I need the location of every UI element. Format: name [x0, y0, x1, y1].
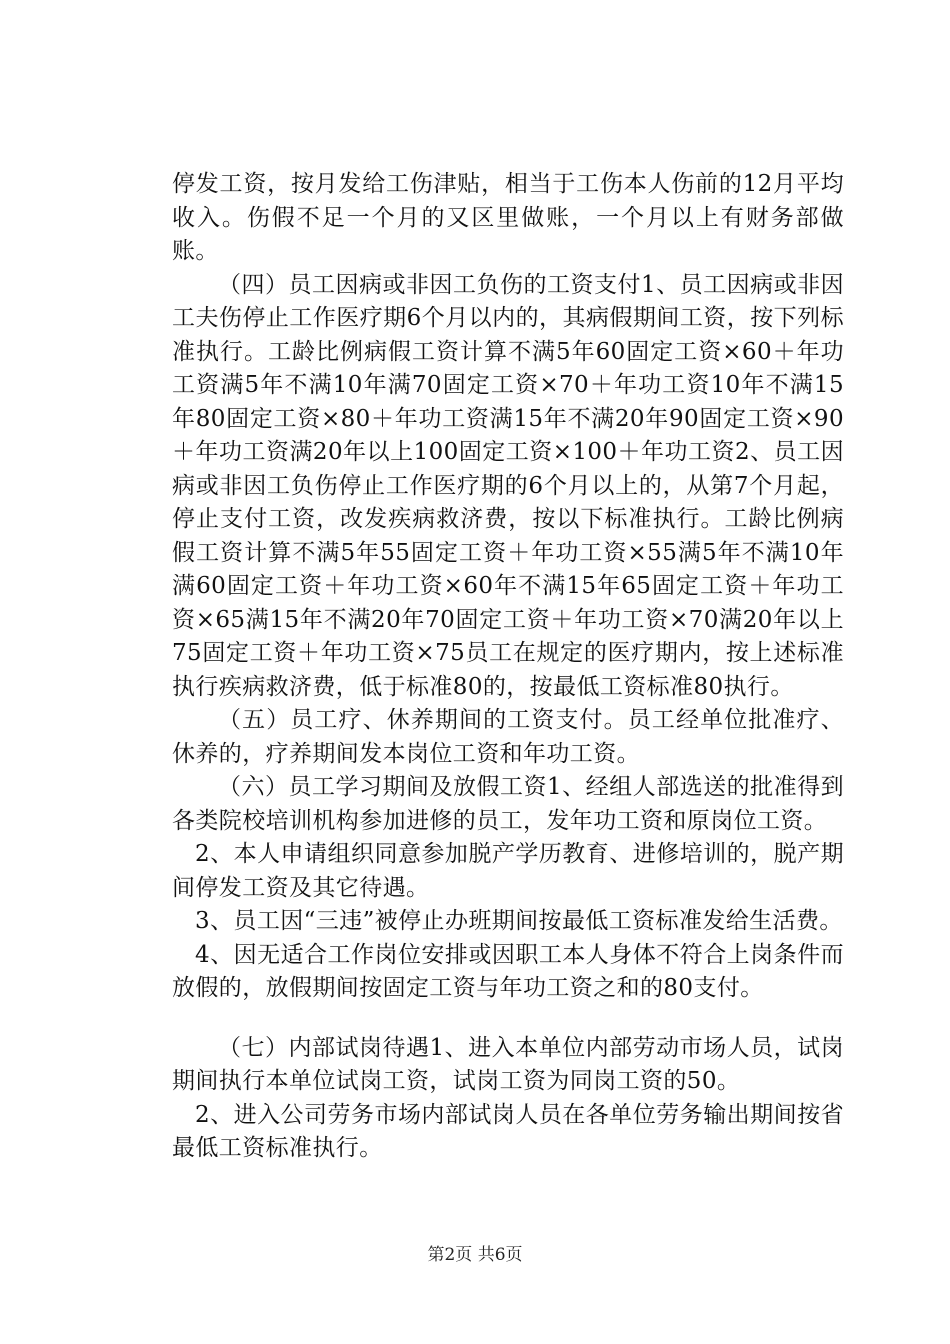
paragraph-item-2-text: 2、本人申请组织同意参加脱产学历教育、进修培训的，脱产期间停发工资及其它待遇。: [172, 841, 844, 901]
paragraph-item-4: 4、因无适合工作岗位安排或因职工本人身体不符合上岗条件而放假的，放假期间按固定工资与年功工资之和的80支付。: [172, 941, 844, 1001]
document-body: [172, 168, 844, 1166]
paragraph-section-4: （四）员工因病或非因工负伤的工资支付1、员工因病或非因工夫伤停止工作医疗期6个月以内的，其病假期间工资，按下列标准执行。工龄比例病假工资计算不满5年60固定工资×60＋年功工资满5年不满10年满70固定工资×70＋年功工资10年不满15年80固定工资×80＋年功工资满15年不满20年90固定工资×90＋年功工资满20年以上100固定工资×100＋年功工资2、员工因病或非因工负伤停止工作医疗期的6个月以上的，从第7个月起，停止支付工资，改发疾病救济费，按以下标准执行。工龄比例病假工资计算不满5年55固定工资＋年功工资×55满5年不满10年满60固定工资＋年功工资×60年不满15年65固定工资＋年功工资×65满15年不满20年70固定工资＋年功工资×70满20年以上75固定工资＋年功工资×75员工在规定的医疗期内，按上述标准执行疾病救济费，低于标准80的，按最低工资标准80执行。: [172, 271, 844, 700]
paragraph-section-7: （七）内部试岗待遇1、进入本单位内部劳动市场人员，试岗期间执行本单位试岗工资，试岗工资为同岗工资的50。: [172, 1034, 844, 1094]
paragraph-continuation: 停发工资，按月发给工伤津贴，相当于工伤本人伤前的12月平均收入。伤假不足一个月的又区里做账，一个月以上有财务部做账。: [172, 171, 844, 264]
paragraph-item-3: 3、员工因“三违”被停止办班期间按最低工资标准发给生活费。: [195, 908, 843, 934]
paragraph-section-5: （五）员工疗、休养期间的工资支付。员工经单位批准疗、休养的，疗养期间发本岗位工资和年功工资。: [172, 707, 844, 767]
paragraph-item-2: [172, 838, 844, 905]
paragraph-item-7-2: 2、进入公司劳务市场内部试岗人员在各单位劳务输出期间按省最低工资标准执行。: [172, 1101, 844, 1161]
page-number: 第2页 共6页: [427, 1245, 523, 1265]
paragraph-section-6: （六）员工学习期间及放假工资1、经组人部选送的批准得到各类院校培训机构参加进修的员工，发年功工资和原岗位工资。: [172, 774, 844, 834]
